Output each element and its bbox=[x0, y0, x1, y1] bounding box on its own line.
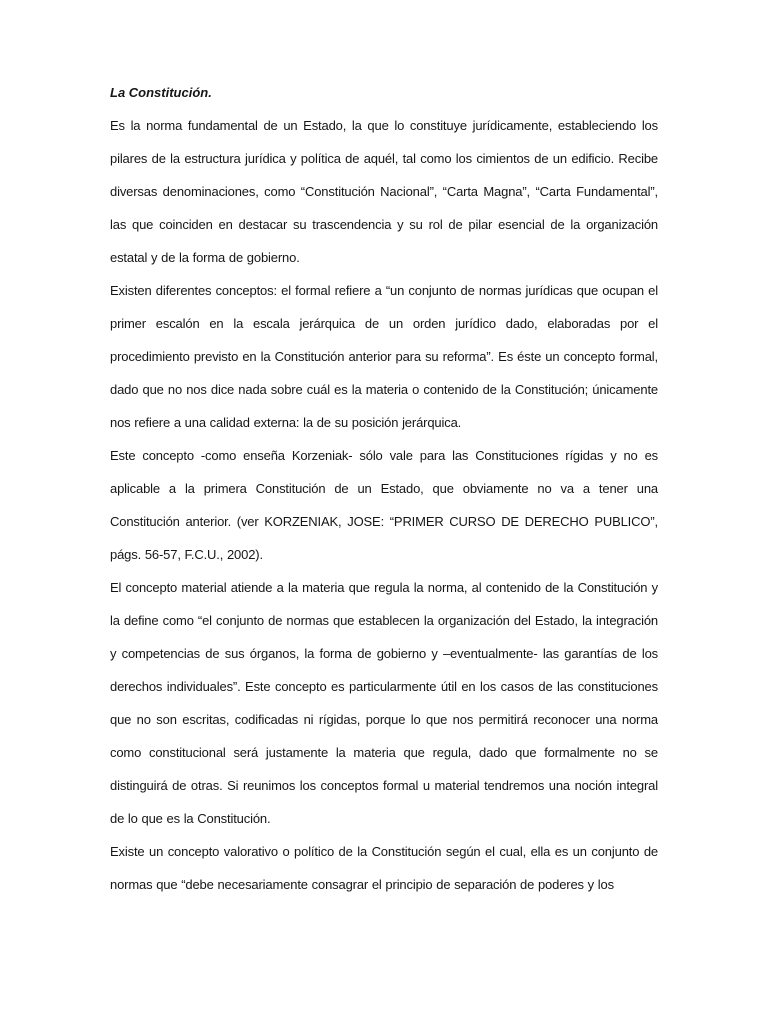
paragraph-definition: Es la norma fundamental de un Estado, la que lo constituye jurídicamente, estableciendo los pilares de la estructura jurídica y política de aquél, tal como los cimientos de un edificio. Recibe diversas denominaciones, como “Constitución Nacional”, “Carta Magna”, “Carta Fundamental”, las que coinciden en destacar su trascendencia y su rol de pilar esencial de la organización estatal y de la forma de gobierno. bbox=[110, 118, 658, 265]
document-title: La Constitución. bbox=[110, 85, 212, 100]
paragraph-korzeniak: Este concepto -como enseña Korzeniak- sólo vale para las Constituciones rígidas y no es aplicable a la primera Constitución de un Estado, que obviamente no va a tener una Constitución anterior. (ver KORZENIAK, JOSE: “PRIMER CURSO DE DERECHO PUBLICO”, págs. 56-57, F.C.U., 2002). bbox=[110, 448, 658, 562]
paragraph-formal-concept: Existen diferentes conceptos: el formal refiere a “un conjunto de normas jurídicas que ocupan el primer escalón en la escala jerárquica de un orden jurídico dado, elaboradas por el procedimiento previsto en la Constitución anterior para su reforma”. Es éste un concepto formal, dado que no nos dice nada sobre cuál es la materia o contenido de la Constitución; únicamente nos refiere a una calidad externa: la de su posición jerárquica. bbox=[110, 283, 658, 430]
paragraph-material-concept: El concepto material atiende a la materia que regula la norma, al contenido de la Constitución y la define como “el conjunto de normas que establecen la organización del Estado, la integración y competencias de sus órganos, la forma de gobierno y –eventualmente- las garantías de los derechos individuales”. Este concepto es particularmente útil en los casos de las constituciones que no son escritas, codificadas ni rígidas, porque lo que nos permitirá reconocer una norma como constitucional será justamente la materia que regula, dado que formalmente no se distinguirá de otras. Si reunimos los conceptos formal u material tendremos una noción integral de lo que es la Constitución. bbox=[110, 580, 658, 826]
document-page bbox=[110, 76, 658, 901]
paragraph-valorative-concept: Existe un concepto valorativo o político de la Constitución según el cual, ella es un conjunto de normas que “debe necesariamente consagrar el principio de separación de poderes y los bbox=[110, 844, 658, 892]
